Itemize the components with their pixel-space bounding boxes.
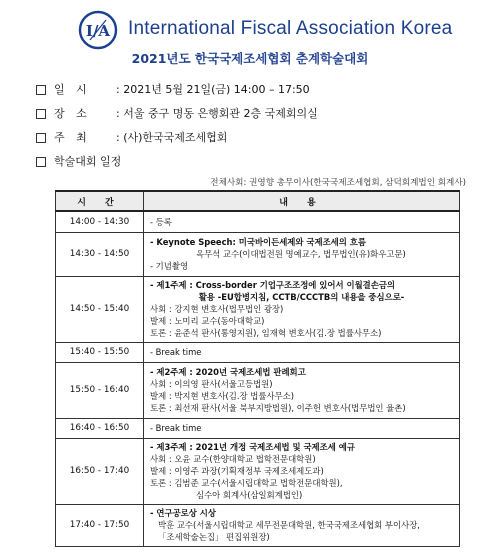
- row-line: - Break time: [150, 347, 202, 357]
- row-line: - 등록: [150, 216, 172, 227]
- table-row: [56, 418, 460, 438]
- table-header-row: [56, 191, 460, 211]
- info-sep: :: [116, 131, 124, 144]
- row-line: 토론 : 윤준석 판사(통영지원), 임재혁 변호사(김.장 법률사무소): [150, 328, 382, 338]
- table-row: [56, 362, 460, 418]
- page-title: 2021년도 한국국제조세협회 춘계학술대회: [131, 51, 369, 66]
- row-time: 16:50 - 17:40: [56, 438, 144, 504]
- row-content: [144, 504, 460, 546]
- row-content: [144, 362, 460, 418]
- info-value: 2021년 5월 21일(금) 14:00 – 17:50: [123, 83, 310, 96]
- row-line: 박훈 교수(서울시립대학교 세무전문대학원, 한국국제조세협회 부이사장,: [158, 520, 420, 530]
- square-box-icon: [36, 133, 46, 143]
- row-time: 16:40 - 16:50: [56, 418, 144, 438]
- svg-text:I/A: I/A: [85, 22, 111, 40]
- table-row: [56, 438, 460, 504]
- info-key: 일 시: [54, 83, 91, 96]
- info-row-host: [36, 128, 476, 148]
- info-value: 서울 중구 명동 은행회관 2층 국제회의실: [123, 107, 318, 120]
- row-time: 15:50 - 16:40: [56, 362, 144, 418]
- table-row: [56, 232, 460, 276]
- row-time: 14:50 - 15:40: [56, 276, 144, 342]
- row-time: 14:30 - 14:50: [56, 232, 144, 276]
- row-content: [144, 342, 460, 362]
- table-row: [56, 211, 460, 232]
- square-box-icon: [36, 109, 46, 119]
- row-line: 활용 -EU합병지침, CCTB/CCCTB의 내용을 중심으로-: [198, 292, 405, 302]
- row-content: [144, 438, 460, 504]
- event-info: [36, 80, 476, 176]
- row-line: 사회 : 이의영 판사(서울고등법원): [150, 379, 273, 389]
- row-line: - 제3주제 : 2021년 개정 국제조세법 및 국제조세 예규: [150, 442, 355, 452]
- host-note: 전체사회: 권영향 총무이사(한국국제조세협회, 삼덕회계법인 회계사): [210, 178, 466, 188]
- row-time: 17:40 - 17:50: [56, 504, 144, 546]
- row-content: [144, 418, 460, 438]
- info-row-schedule: [36, 152, 476, 172]
- row-line: 발제 : 박지현 변호사(김.장 법률사무소): [150, 391, 295, 401]
- info-key: 주 최: [54, 131, 91, 144]
- row-line: - Keynote Speech: 미국바이든세제와 국제조세의 흐름: [150, 237, 366, 247]
- schedule-table: [55, 190, 460, 547]
- row-line: 옥무석 교수(이대법전원 명예교수, 법무법인(유)화우고문): [196, 249, 406, 259]
- row-line: - 제1주제 : Cross-border 기업구조조정에 있어서 이월결손금의: [150, 280, 396, 290]
- row-line: - 제2주제 : 2020년 국제조세법 판례회고: [150, 367, 306, 377]
- info-sep: :: [116, 107, 124, 120]
- row-line: 토론 : 김범준 교수(서울시립대학교 법학전문대학원),: [150, 478, 343, 488]
- row-line: 심수아 회계사(삼일회계법인): [196, 490, 303, 500]
- row-content: [144, 276, 460, 342]
- info-key: 학술대회 일정: [54, 155, 122, 168]
- info-row-venue: [36, 104, 476, 124]
- row-time: 14:00 - 14:30: [56, 211, 144, 232]
- table-row: [56, 504, 460, 546]
- row-line: - 연구공로상 시상: [150, 508, 216, 518]
- square-box-icon: [36, 85, 46, 95]
- row-line: 「조세학술논집」 편집위원장): [158, 532, 270, 542]
- square-box-icon: [36, 157, 46, 167]
- info-row-date: [36, 80, 476, 100]
- header-time: 시 간: [56, 191, 144, 211]
- row-line: 발제 : 노미리 교수(동아대학교): [150, 316, 265, 326]
- row-content: [144, 232, 460, 276]
- row-line: 사회 : 오윤 교수(한양대학교 법학전문대학원): [150, 454, 316, 464]
- row-content: [144, 211, 460, 232]
- table-row: [56, 342, 460, 362]
- info-value: (사)한국국제조세협회: [123, 131, 228, 144]
- header-content: 내 용: [144, 191, 460, 211]
- row-time: 15:40 - 15:50: [56, 342, 144, 362]
- row-line: 발제 : 이영주 과장(기획재정부 국제조세제도과): [150, 466, 324, 476]
- org-name: International Fiscal Association Korea: [128, 18, 453, 39]
- info-sep: :: [116, 83, 124, 96]
- row-line: - 기념촬영: [150, 261, 189, 271]
- row-line: 토론 : 최선재 판사(서울 북부지방법원), 이주헌 변호사(법무법인 율촌): [150, 403, 406, 413]
- row-line: - Break time: [150, 423, 202, 433]
- ifa-logo-icon: [78, 10, 118, 50]
- table-row: [56, 276, 460, 342]
- header: [0, 0, 500, 66]
- row-line: 사회 : 강지현 변호사(법무법인 광장): [150, 304, 284, 314]
- info-key: 장 소: [54, 107, 91, 120]
